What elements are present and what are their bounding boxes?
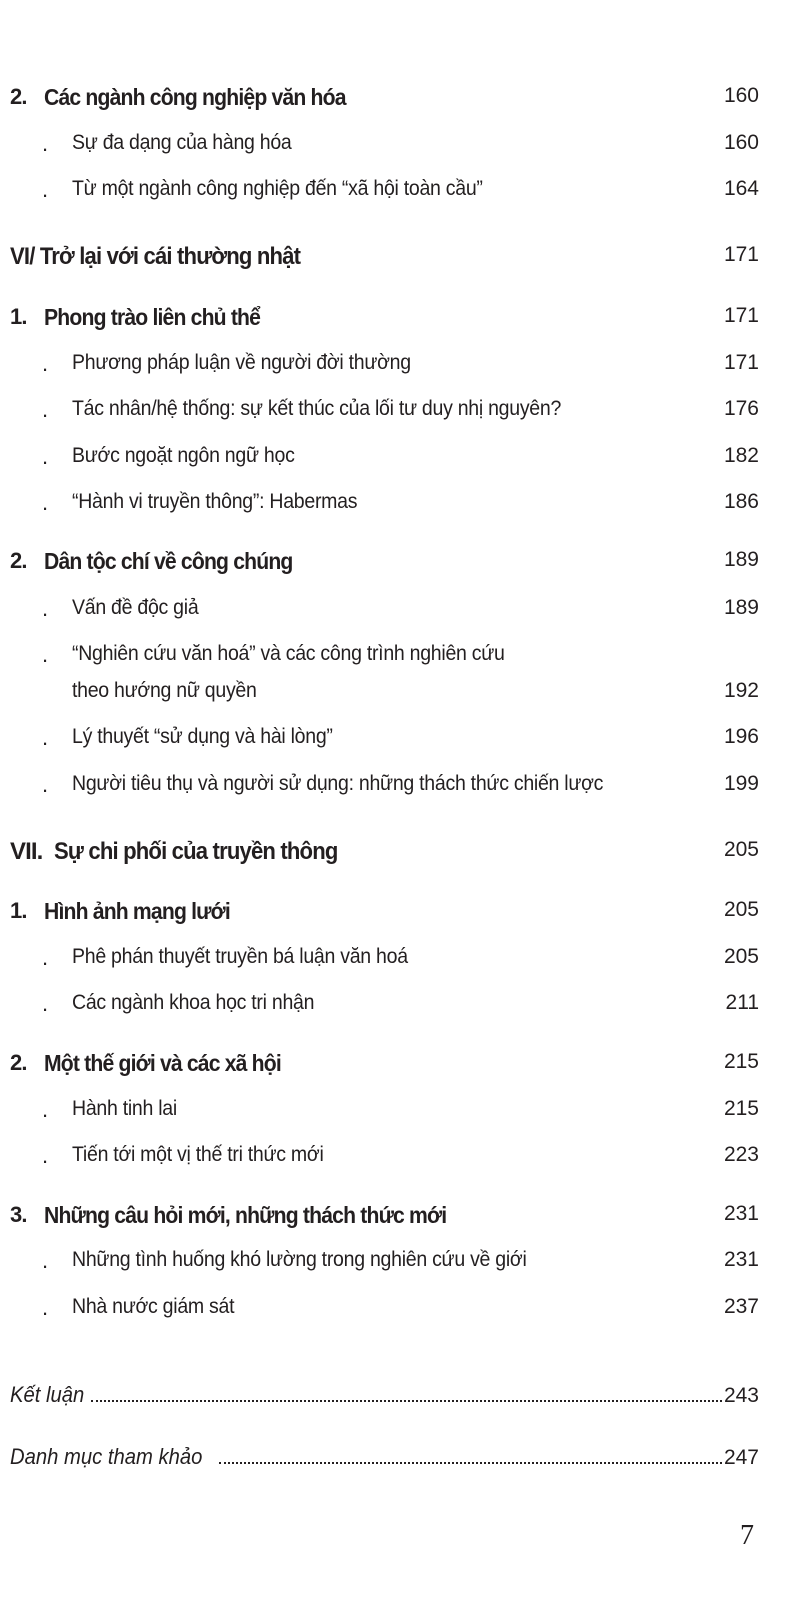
page-number: 231: [723, 1202, 759, 1225]
subsection-title: Lý thuyết “sử dụng và hài lòng”: [72, 725, 333, 748]
subsection-title: Người tiêu thụ và người sử dụng: những thách thức chiến lược: [72, 772, 604, 795]
subsection-title: Bước ngoặt ngôn ngữ học: [72, 444, 295, 467]
bullet: .: [42, 490, 49, 515]
bullet: .: [42, 991, 49, 1016]
subsection-title: Nhà nước giám sát: [72, 1295, 235, 1318]
page-number: 164: [723, 177, 759, 200]
page-folio: 7: [740, 1520, 754, 1551]
section-number: 2.: [10, 84, 27, 109]
page-number: 176: [723, 397, 759, 420]
page-number: 171: [723, 304, 759, 327]
page-number: 237: [723, 1295, 759, 1318]
toc-back-matter-references[interactable]: [10, 1444, 759, 1470]
page-number: 223: [723, 1143, 759, 1166]
section-number: 3.: [10, 1202, 27, 1227]
page-number: 243: [723, 1384, 759, 1407]
subsection-title: Những tình huống khó lường trong nghiên cứu về giới: [72, 1248, 527, 1271]
page-number: 182: [723, 444, 759, 467]
toc-back-matter-conclusion[interactable]: [10, 1382, 759, 1408]
dot-leader: [219, 1461, 722, 1464]
section-title: Dân tộc chí về công chúng: [44, 548, 293, 574]
section-number: 2.: [10, 1050, 27, 1075]
bullet: .: [42, 1143, 49, 1168]
back-matter-title: Danh mục tham khảo: [10, 1444, 203, 1469]
bullet: .: [42, 1295, 49, 1320]
section-number: 1.: [10, 898, 27, 923]
section-number: 1.: [10, 304, 27, 329]
subsection-title: “Hành vi truyền thông”: Habermas: [72, 490, 358, 513]
subsection-title: “Nghiên cứu văn hoá” và các công trình nghiên cứu: [72, 642, 505, 665]
page-number: 211: [725, 991, 759, 1014]
page-number: 205: [723, 838, 759, 861]
bullet: .: [42, 772, 49, 797]
subsection-title: Từ một ngành công nghiệp đến “xã hội toàn cầu”: [72, 177, 483, 200]
bullet: .: [42, 177, 49, 202]
section-title: Một thế giới và các xã hội: [44, 1050, 281, 1076]
back-matter-title: Kết luận: [10, 1382, 85, 1407]
bullet: .: [42, 397, 49, 422]
page-number: 189: [723, 548, 759, 571]
bullet: .: [42, 351, 49, 376]
subsection-title: Tác nhân/hệ thống: sự kết thúc của lối tư duy nhị nguyên?: [72, 397, 562, 420]
page-number: 205: [723, 898, 759, 921]
page-number: 171: [723, 243, 759, 266]
bullet: .: [42, 444, 49, 469]
page-number: 199: [723, 772, 759, 795]
page-number: 205: [723, 945, 759, 968]
bullet: .: [42, 1248, 49, 1273]
bullet: .: [42, 642, 49, 667]
subsection-title-line2: theo hướng nữ quyền: [72, 679, 257, 702]
section-title: Hình ảnh mạng lưới: [44, 898, 230, 924]
page-number: 186: [723, 490, 759, 513]
page-number: 215: [723, 1050, 759, 1073]
part-title: Sự chi phối của truyền thông: [54, 838, 338, 865]
section-number: 2.: [10, 548, 27, 573]
section-title: Các ngành công nghiệp văn hóa: [44, 84, 346, 110]
dot-leader: [91, 1399, 722, 1402]
page-number: 215: [723, 1097, 759, 1120]
bullet: .: [42, 596, 49, 621]
page-number: 231: [723, 1248, 759, 1271]
section-title: Phong trào liên chủ thể: [44, 304, 261, 330]
page-number: 192: [723, 679, 759, 702]
section-title: Những câu hỏi mới, những thách thức mới: [44, 1202, 447, 1228]
part-title: VI/ Trở lại với cái thường nhật: [10, 243, 301, 270]
subsection-title: Tiến tới một vị thế tri thức mới: [72, 1143, 324, 1166]
page-number: 160: [723, 131, 759, 154]
bullet: .: [42, 945, 49, 970]
page-number: 189: [723, 596, 759, 619]
subsection-title: Sự đa dạng của hàng hóa: [72, 131, 292, 154]
page-number: 160: [723, 84, 759, 107]
bullet: .: [42, 131, 49, 156]
part-number: VII.: [10, 838, 43, 865]
subsection-title: Các ngành khoa học tri nhận: [72, 991, 315, 1014]
bullet: .: [42, 725, 49, 750]
page-number: 196: [723, 725, 759, 748]
subsection-title: Phê phán thuyết truyền bá luận văn hoá: [72, 945, 408, 968]
page-number: 171: [723, 351, 759, 374]
subsection-title: Vấn đề độc giả: [72, 596, 199, 619]
bullet: .: [42, 1097, 49, 1122]
subsection-title: Phương pháp luận về người đời thường: [72, 351, 411, 374]
subsection-title: Hành tinh lai: [72, 1097, 177, 1120]
page-number: 247: [723, 1446, 759, 1469]
